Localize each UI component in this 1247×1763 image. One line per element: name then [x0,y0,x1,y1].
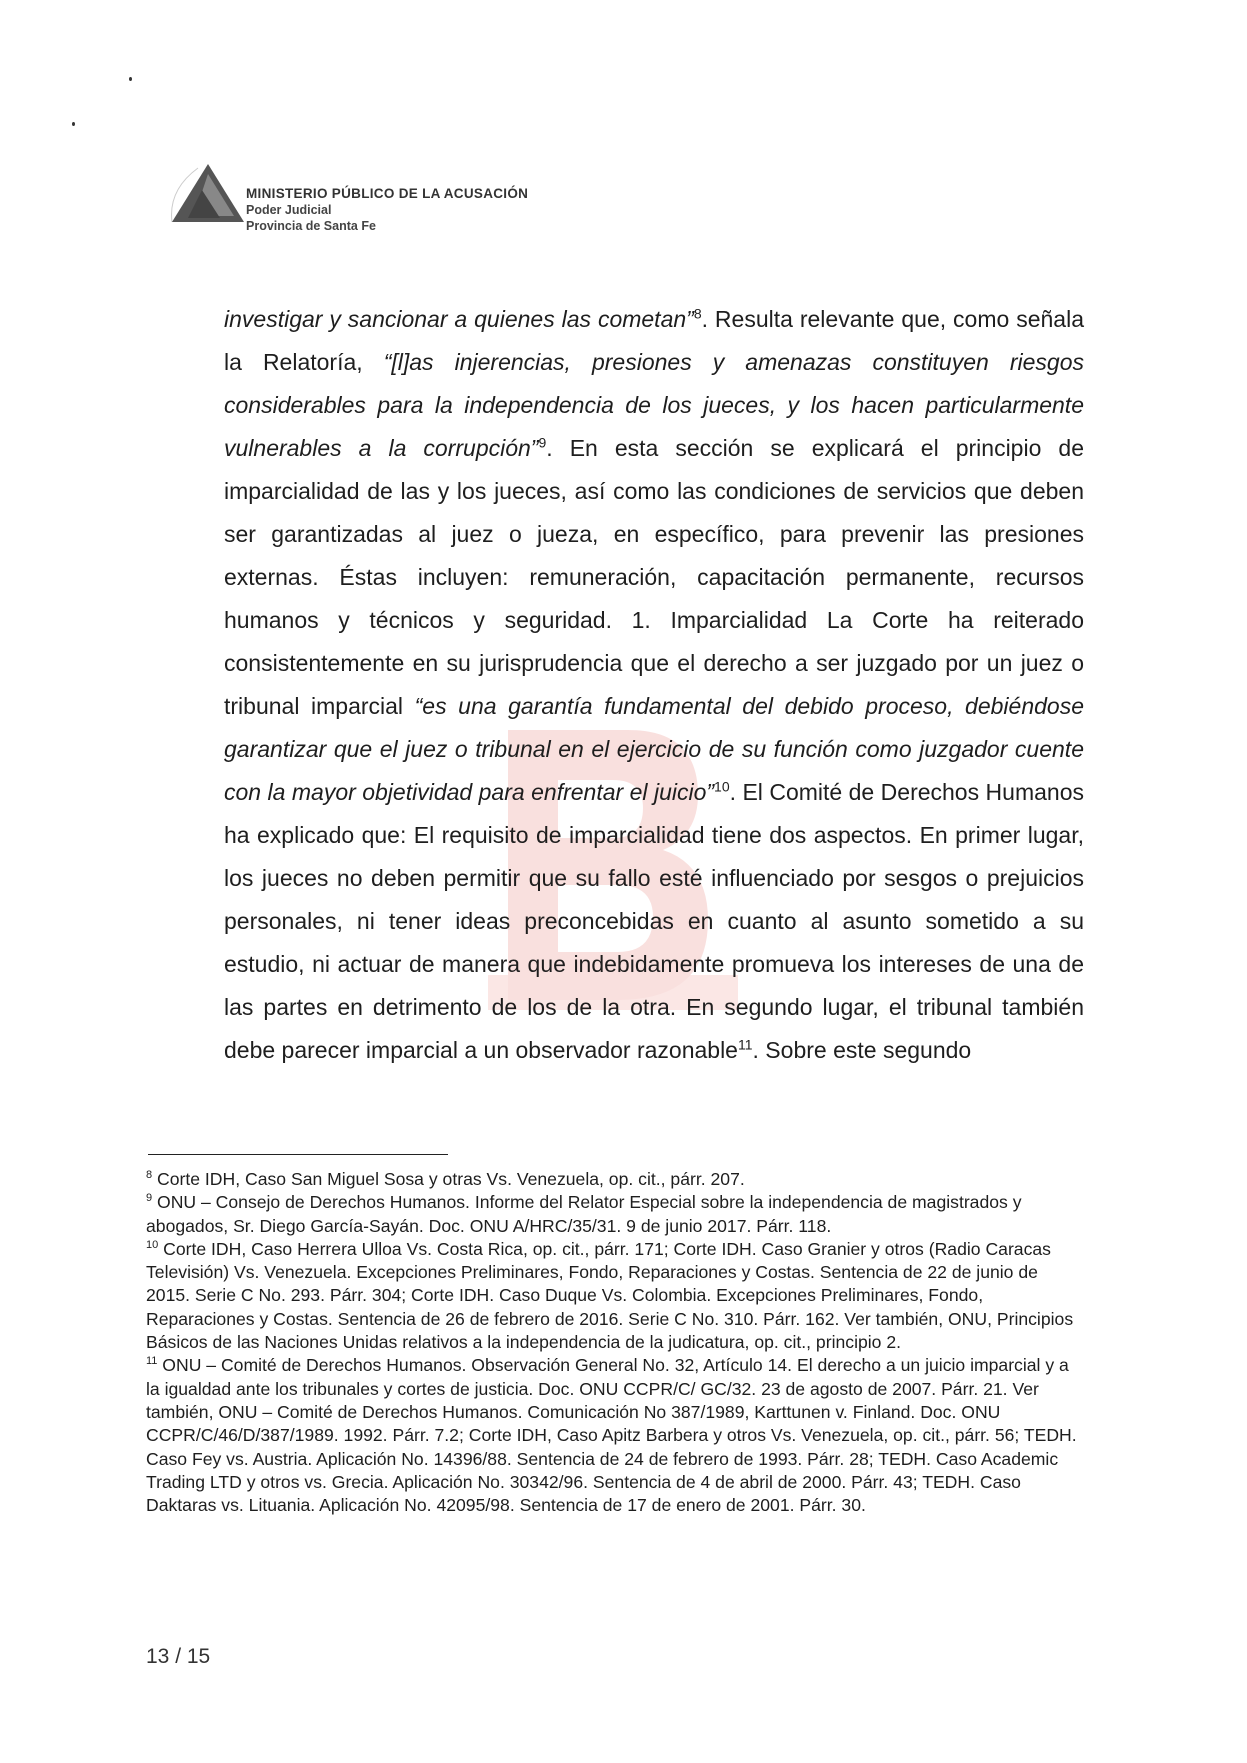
body-paragraph [224,298,1084,1072]
body-text-segment: . Sobre este segundo [752,1037,972,1063]
letterhead [168,160,588,250]
footnote-number: 8 [146,1169,153,1182]
org-line-1: MINISTERIO PÚBLICO DE LA ACUSACIÓN [246,186,529,201]
footnote-ref: 8 [693,305,702,322]
body-text-segment: . El Comité de Derechos Humanos ha explicado que: El requisito de imparcialidad tiene dos aspectos. En primer lugar, los jueces no deben permitir que su fallo esté influenciado por sesgos o prejuicios personales, ni tener ideas preconcebidas en cuanto al asunto sometido a su estudio, ni actuar de manera que indebidamente promueva los intereses de una de las partes en detrimento de los de la otra. En segundo lugar, el tribunal también debe parecer imparcial a un observador razonable [224,779,1084,1063]
footnote-number: 9 [146,1192,153,1205]
footnote-ref: 10 [714,778,730,795]
footnote-ref: 11 [737,1036,753,1053]
org-line-3: Provincia de Santa Fe [246,219,376,233]
footnote [146,1191,1086,1238]
footnote-ref: 9 [538,434,547,451]
body-text-segment: . Resulta relevante que, como señala la Relatoría, [224,306,1084,375]
quote-text: “[l]as injerencias, presiones y amenazas constituyen riesgos considerables para la independencia de los jueces, y los hacen particularmente vulnerables a la corrupción” [224,349,1084,461]
footnote-text: Corte IDH, Caso San Miguel Sosa y otras Vs. Venezuela, op. cit., párr. 207. [152,1169,745,1189]
footnote-number: 10 [146,1239,159,1252]
ministry-logo [168,160,248,230]
page-number: 13 / 15 [146,1645,211,1668]
footnote-number: 11 [146,1355,158,1368]
footnote-text: ONU – Consejo de Derechos Humanos. Informe del Relator Especial sobre la independencia de magistrados y abogados, Sr. Diego García-Sayán. Doc. ONU A/HRC/35/31. 9 de junio 2017. Párr. 118. [146,1192,1022,1236]
scan-speck [129,77,132,81]
org-line-2: Poder Judicial [246,203,332,217]
footnote-text: Corte IDH, Caso Herrera Ulloa Vs. Costa Rica, op. cit., párr. 171; Corte IDH. Caso Granier y otros (Radio Caracas Televisión) Vs. Venezuela. Excepciones Preliminares, Fondo, Reparaciones y Costas. Sentencia de 22 de junio de 2015. Serie C No. 293. Párr. 304; Corte IDH. Caso Duque Vs. Colombia. Excepciones Preliminares, Fondo, Reparaciones y Costas. Sentencia de 26 de febrero de 2016. Serie C No. 310. Párr. 162. Ver también, ONU, Principios Básicos de las Naciones Unidas relativos a la independencia de la judicatura, op. cit., principio 2. [146,1238,1074,1353]
body-text-segment: . En esta sección se explicará el principio de imparcialidad de las y los jueces, así como las condiciones de servicios que deben ser garantizadas al juez o jueza, en específico, para prevenir las presiones externas. Éstas incluyen: remuneración, capacitación permanente, recursos humanos y técnicos y seguridad. 1. Imparcialidad La Corte ha reiterado consistentemente en su jurisprudencia que el derecho a ser juzgado por un juez o tribunal imparcial [224,435,1084,719]
footnotes [146,1168,1086,1517]
quote-text: investigar y sancionar a quienes las cometan” [224,306,694,332]
organization-name [246,186,528,234]
footnote [146,1238,1086,1354]
footnote-text: ONU – Comité de Derechos Humanos. Observación General No. 32, Artículo 14. El derecho a un juicio imparcial y a la igualdad ante los tribunales y cortes de justicia. Doc. ONU CCPR/C/ GC/32. 23 de agosto de 2007. Párr. 21. Ver también, ONU – Comité de Derechos Humanos. Comunicación No 387/1989, Karttunen v. Finland. Doc. ONU CCPR/C/46/D/387/1989. 1992. Párr. 7.2; Corte IDH, Caso Apitz Barbera y otros Vs. Venezuela, op. cit., párr. 56; TEDH. Caso Fey vs. Austria. Aplicación No. 14396/88. Sentencia de 24 de febrero de 1993. Párr. 28; TEDH. Caso Academic Trading LTD y otros vs. Grecia. Aplicación No. 30342/96. Sentencia de 4 de abril de 2000. Párr. 43; TEDH. Caso Daktaras vs. Lituania. Aplicación No. 42095/98. Sentencia de 17 de enero de 2001. Párr. 30. [146,1355,1077,1516]
footnote-separator [148,1154,448,1155]
scan-speck [72,122,75,126]
footnote [146,1168,1086,1191]
footnote [146,1354,1086,1517]
quote-text: “es una garantía fundamental del debido proceso, debiéndose garantizar que el juez o tribunal en el ejercicio de su función como juzgador cuente con la mayor objetividad para enfrentar el juicio” [224,693,1084,805]
